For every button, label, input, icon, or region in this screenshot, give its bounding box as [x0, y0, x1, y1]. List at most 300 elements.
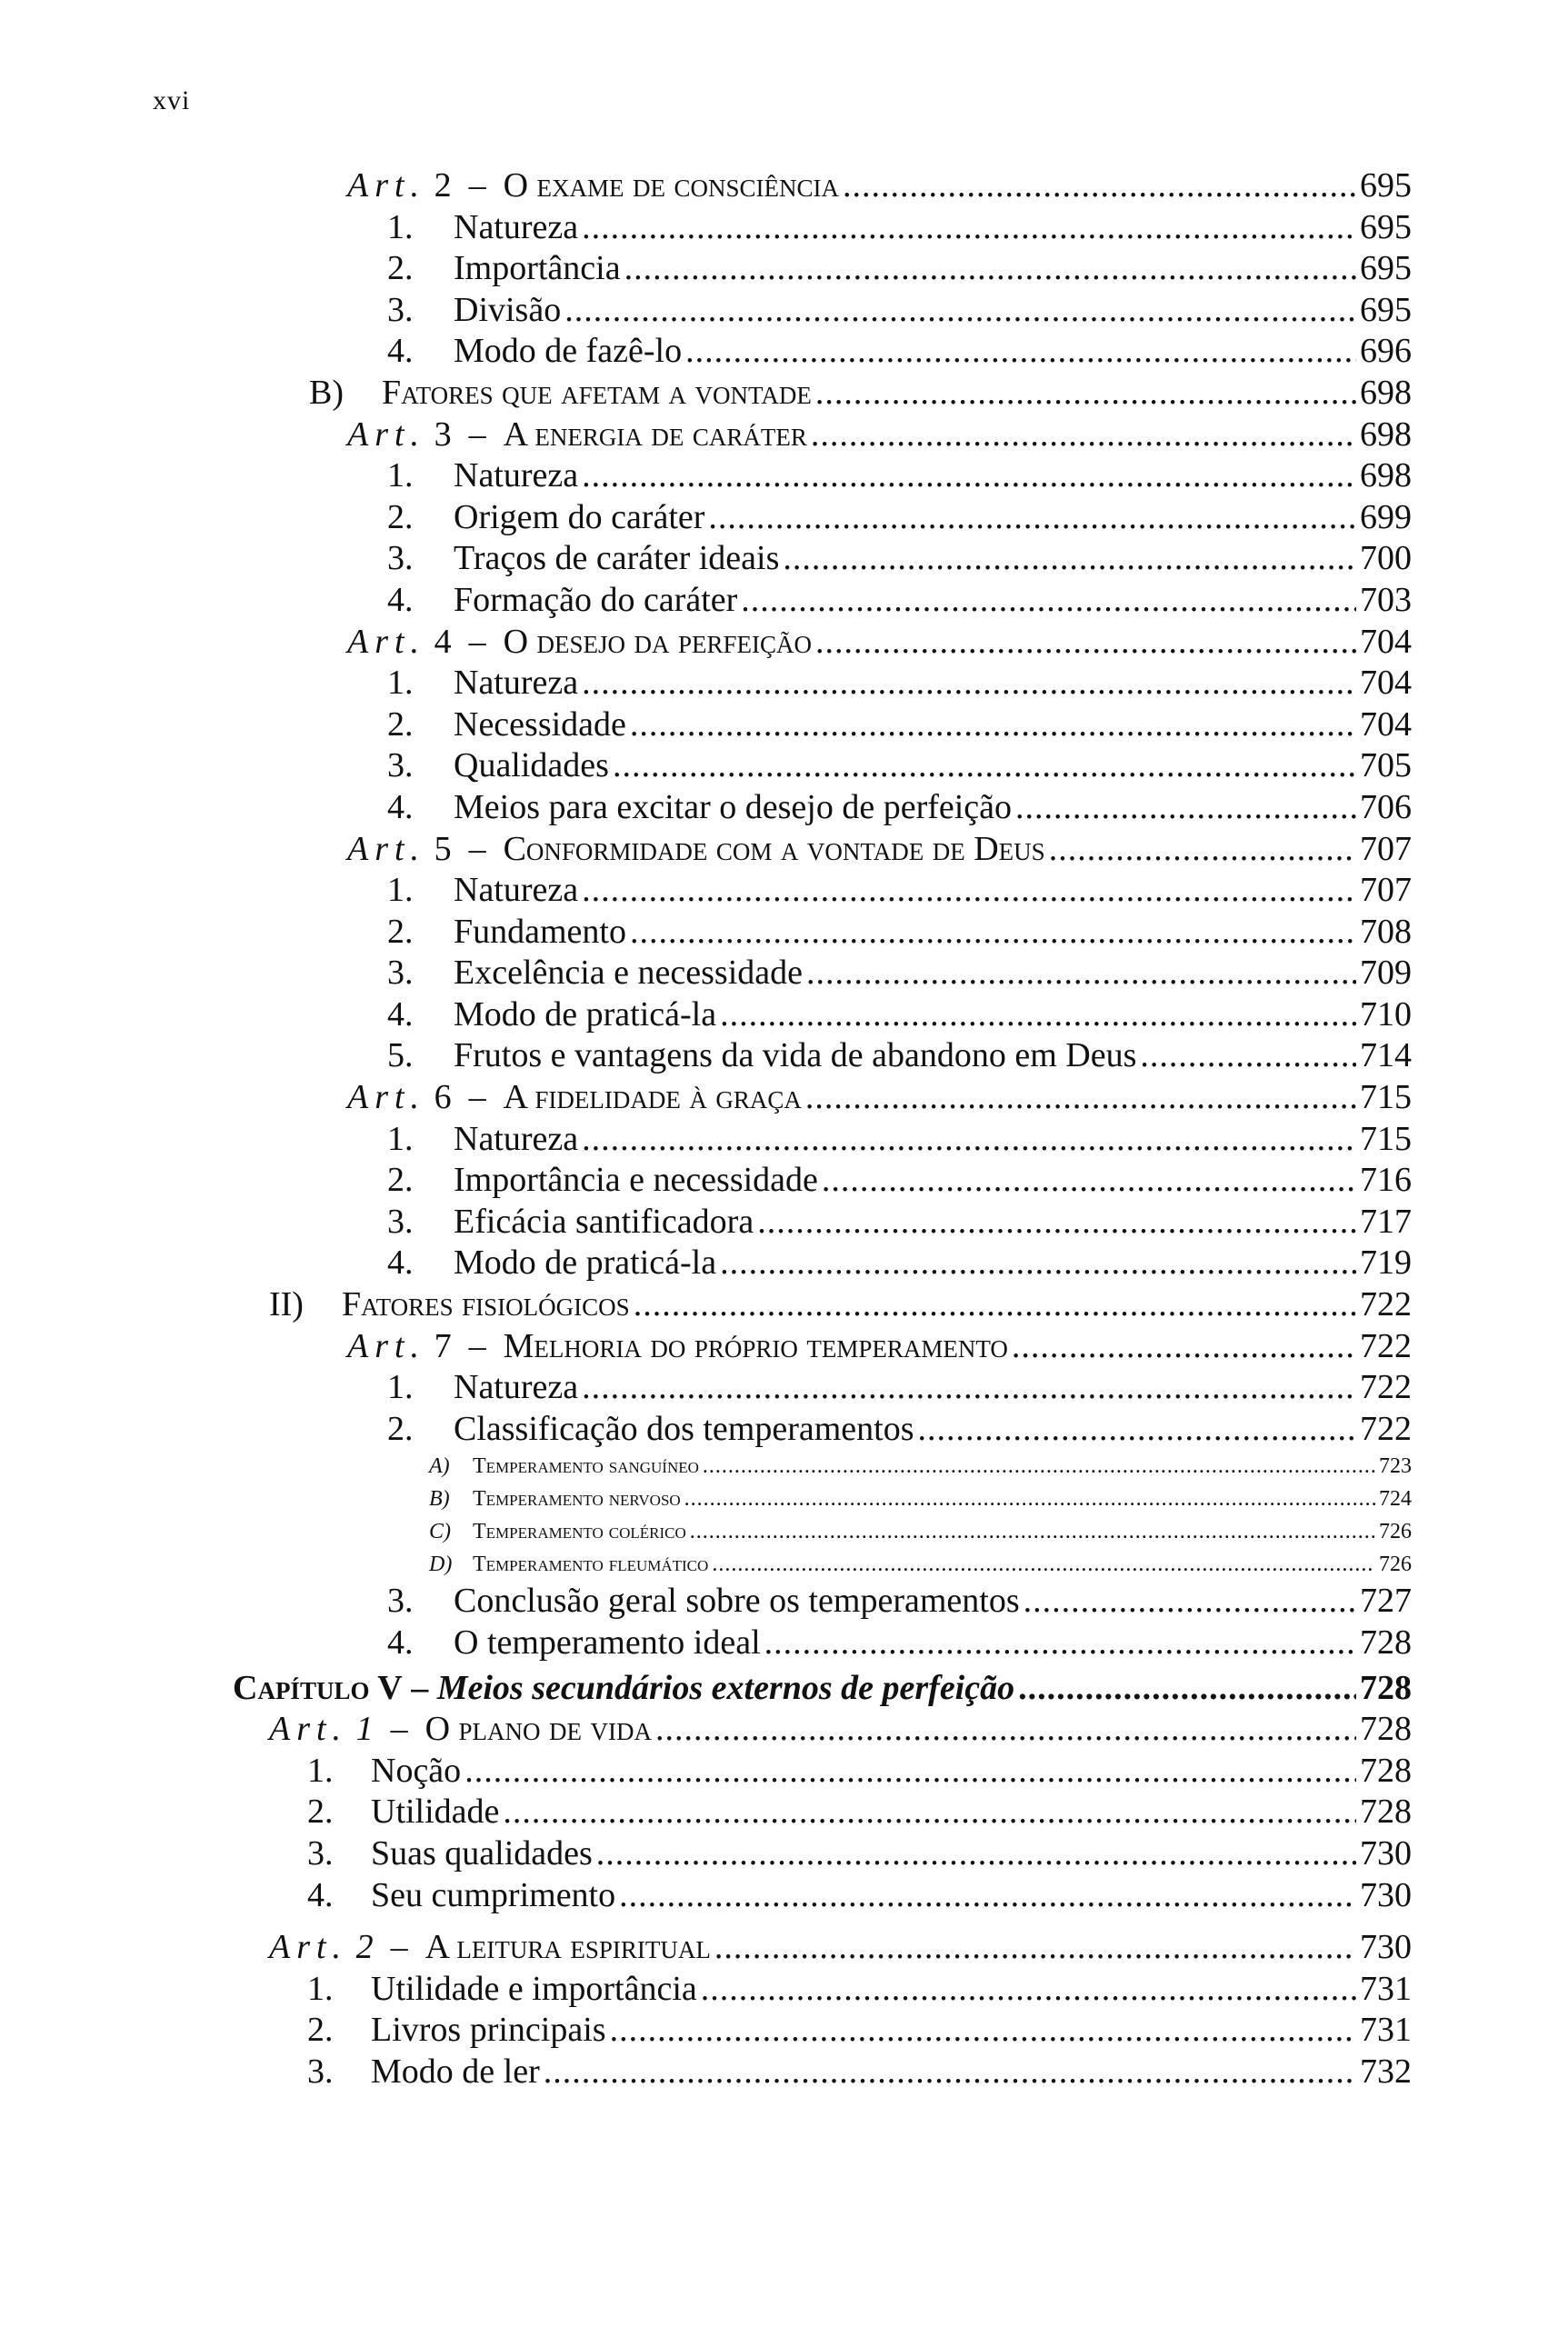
dot-leader	[503, 1792, 1356, 1833]
entry-label	[347, 165, 839, 207]
entry-title: Livros principais	[371, 2011, 606, 2050]
dash: –	[468, 1078, 486, 1117]
toc-item	[0, 538, 1568, 580]
entry-label	[387, 953, 803, 994]
page-ref: 726	[1379, 1520, 1412, 1544]
entry-title: Importância	[454, 249, 621, 288]
dot-leader	[582, 1119, 1356, 1161]
dot-leader	[610, 2010, 1356, 2052]
page-ref: 722	[1360, 1409, 1412, 1448]
dot-leader	[701, 1969, 1356, 2011]
entry-title: Natureza	[454, 1119, 579, 1158]
dot-leader	[703, 1450, 1375, 1483]
entry-label	[387, 912, 626, 954]
dot-leader	[757, 1202, 1356, 1243]
page-ref: 706	[1360, 787, 1412, 826]
entry-label	[387, 1035, 1136, 1077]
entry-title: Temperamento fleumático	[473, 1553, 709, 1577]
entry-label	[387, 1202, 754, 1243]
page-ref: 727	[1360, 1582, 1412, 1621]
entry-label	[347, 1077, 802, 1119]
entry-label	[309, 373, 812, 414]
entry-number: 2.	[307, 2011, 334, 2050]
entry-title: Conclusão geral sobre os temperamentos	[454, 1582, 1020, 1621]
entry-title: Natureza	[454, 207, 579, 246]
entry-number: 3.	[387, 1202, 414, 1241]
dot-leader	[1012, 1326, 1356, 1368]
entry-label	[387, 248, 621, 290]
toc-item	[0, 1969, 1568, 2011]
dot-leader	[582, 663, 1356, 704]
toc-chapter	[0, 1668, 1568, 1710]
dot-leader	[582, 870, 1356, 912]
toc-item	[0, 290, 1568, 332]
entry-title: Noção	[371, 1751, 462, 1790]
entry-label	[429, 1548, 708, 1581]
dot-leader	[918, 1409, 1356, 1451]
entry-label	[387, 994, 716, 1036]
toc-item	[0, 207, 1568, 249]
entry-number: 3.	[387, 539, 414, 578]
toc-item	[0, 2052, 1568, 2093]
dot-leader	[690, 1515, 1375, 1548]
entry-label	[387, 1367, 578, 1409]
entry-label	[269, 1927, 711, 1969]
entry-title: Natureza	[454, 664, 579, 703]
dot-leader	[630, 704, 1356, 746]
page-ref: 698	[1360, 456, 1412, 495]
entry-number: 2.	[387, 704, 414, 744]
entry-label	[387, 1409, 914, 1451]
entry-label	[387, 497, 704, 539]
dot-leader	[582, 455, 1356, 497]
entry-number: 4.	[387, 994, 414, 1034]
entry-label	[387, 1160, 818, 1202]
article-prefix: Art.	[347, 1078, 426, 1117]
page-ref: 699	[1360, 497, 1412, 536]
toc-item	[0, 1035, 1568, 1077]
entry-label	[387, 663, 578, 704]
toc-item	[0, 994, 1568, 1036]
dot-leader	[720, 994, 1356, 1036]
page-ref: 696	[1360, 332, 1412, 371]
dot-leader	[1018, 1668, 1356, 1710]
page-ref: 722	[1360, 1326, 1412, 1365]
dot-leader	[655, 1709, 1356, 1751]
page-ref: 710	[1360, 994, 1412, 1034]
article-number: 3	[434, 414, 452, 454]
dot-leader	[582, 207, 1356, 249]
entry-number: 3.	[307, 1833, 334, 1873]
entry-number: 1.	[387, 1368, 414, 1407]
toc-item	[0, 1409, 1568, 1451]
entry-label	[347, 622, 812, 664]
entry-number: 2.	[387, 497, 414, 536]
toc-item	[0, 1792, 1568, 1833]
page-ref: 731	[1360, 2011, 1412, 2050]
dot-leader	[634, 1284, 1356, 1326]
entry-label	[347, 1326, 1008, 1368]
page-ref: 730	[1360, 1928, 1412, 1967]
entry-title: Importância e necessidade	[454, 1161, 818, 1200]
entry-number: D)	[429, 1553, 453, 1577]
entry-number: 1.	[387, 664, 414, 703]
toc-item	[0, 912, 1568, 954]
page-ref: 726	[1379, 1553, 1412, 1577]
entry-title: Utilidade	[371, 1793, 500, 1832]
article-title: A fidelidade à graça	[503, 1078, 802, 1117]
article-number: 2	[355, 1928, 374, 1967]
dot-leader	[764, 1623, 1356, 1664]
entry-title: O temperamento ideal	[454, 1623, 761, 1662]
entry-number: 5.	[387, 1036, 414, 1075]
entry-number: 2.	[387, 249, 414, 288]
article-title: Conformidade com a vontade de Deus	[503, 829, 1045, 868]
page-ref: 703	[1360, 580, 1412, 619]
article-prefix: Art.	[347, 414, 426, 454]
page-ref: 722	[1360, 1285, 1412, 1324]
page-ref: 708	[1360, 912, 1412, 951]
entry-label	[307, 1792, 499, 1833]
toc-subitem	[0, 1515, 1568, 1548]
page-ref: 700	[1360, 539, 1412, 578]
page-ref: 730	[1360, 1875, 1412, 1914]
entry-label	[387, 1243, 716, 1284]
toc-article	[0, 414, 1568, 456]
entry-number: 1.	[387, 456, 414, 495]
dot-leader	[596, 1833, 1356, 1875]
dot-leader	[708, 497, 1356, 539]
entry-number: 3.	[387, 1582, 414, 1621]
dash: –	[468, 1326, 486, 1365]
dash: –	[390, 1710, 408, 1749]
entry-number: 2.	[387, 1409, 414, 1448]
entry-label	[387, 207, 578, 249]
article-number: 7	[434, 1326, 452, 1365]
dot-leader	[1140, 1035, 1356, 1077]
article-title: Melhoria do próprio temperamento	[503, 1326, 1008, 1365]
entry-label	[347, 414, 807, 456]
entry-title: Modo de praticá-la	[454, 1243, 717, 1283]
toc-item	[0, 1202, 1568, 1243]
toc-item	[0, 953, 1568, 994]
toc-article	[0, 1927, 1568, 1969]
entry-number: 1.	[387, 207, 414, 246]
toc-subitem	[0, 1450, 1568, 1483]
entry-number: 4.	[387, 332, 414, 371]
toc-item	[0, 1243, 1568, 1284]
toc-item	[0, 870, 1568, 912]
toc-item	[0, 455, 1568, 497]
article-number: 5	[434, 829, 452, 868]
dot-leader	[684, 1483, 1375, 1515]
page-ref: 705	[1360, 746, 1412, 785]
dash: –	[468, 414, 486, 454]
toc-item	[0, 663, 1568, 704]
toc-article	[0, 1709, 1568, 1751]
entry-number: II)	[269, 1285, 304, 1324]
entry-title: Modo de praticá-la	[454, 994, 717, 1034]
article-prefix: Art.	[347, 829, 426, 868]
entry-label	[269, 1709, 652, 1751]
article-title: A energia de caráter	[503, 414, 807, 454]
toc-section	[0, 373, 1568, 414]
page-ref: 704	[1360, 664, 1412, 703]
page-ref: 709	[1360, 954, 1412, 993]
dot-leader	[712, 1548, 1375, 1581]
dot-leader	[1024, 1581, 1356, 1623]
article-number: 6	[434, 1078, 452, 1117]
dot-leader	[582, 1367, 1356, 1409]
entry-label	[387, 1581, 1020, 1623]
toc-item	[0, 1833, 1568, 1875]
dot-leader	[815, 622, 1356, 664]
entry-title: Suas qualidades	[371, 1833, 593, 1873]
page-ref: 698	[1360, 373, 1412, 412]
dash: –	[390, 1928, 408, 1967]
article-title: O plano de vida	[424, 1710, 652, 1749]
dot-leader	[783, 538, 1356, 580]
page-ref: 717	[1360, 1202, 1412, 1241]
chapter-title: Meios secundários externos de perfeição	[436, 1668, 1015, 1707]
page-ref: 714	[1360, 1036, 1412, 1075]
dot-leader	[815, 373, 1356, 414]
toc-item	[0, 1751, 1568, 1793]
entry-label	[387, 331, 682, 373]
page-ref: 698	[1360, 414, 1412, 454]
dot-leader	[624, 248, 1356, 290]
page-ref: 728	[1360, 1751, 1412, 1790]
dot-leader	[714, 1927, 1356, 1969]
dash: –	[468, 622, 486, 661]
article-prefix: Art.	[347, 622, 426, 661]
page-ref: 707	[1360, 871, 1412, 910]
entry-label	[429, 1450, 699, 1483]
toc-item	[0, 497, 1568, 539]
entry-number: 1.	[387, 871, 414, 910]
entry-label	[387, 580, 737, 622]
entry-number: B)	[429, 1487, 450, 1512]
toc-article	[0, 165, 1568, 207]
entry-title: Traços de caráter ideais	[454, 539, 780, 578]
entry-label	[429, 1483, 681, 1515]
article-number: 4	[434, 622, 452, 661]
toc-article	[0, 1326, 1568, 1368]
entry-number: 3.	[387, 746, 414, 785]
entry-title: Seu cumprimento	[371, 1875, 616, 1914]
entry-title: Temperamento nervoso	[473, 1487, 681, 1512]
toc-section	[0, 1284, 1568, 1326]
entry-number: C)	[429, 1520, 451, 1544]
page-ref: 730	[1360, 1833, 1412, 1873]
entry-title: Natureza	[454, 1368, 579, 1407]
entry-label	[233, 1668, 1014, 1710]
dot-leader	[619, 1875, 1356, 1917]
spacer	[0, 1916, 1568, 1927]
entry-title: Utilidade e importância	[371, 1969, 697, 2008]
article-title: O desejo da perfeição	[503, 622, 813, 661]
entry-number: 4.	[387, 1623, 414, 1662]
dot-leader	[811, 414, 1356, 456]
entry-title: Origem do caráter	[454, 497, 705, 536]
toc-item	[0, 1160, 1568, 1202]
entry-label	[307, 1875, 615, 1917]
entry-title: Divisão	[454, 290, 562, 329]
page-ref: 731	[1360, 1969, 1412, 2008]
entry-number: 3.	[387, 954, 414, 993]
toc-item	[0, 580, 1568, 622]
article-prefix: Art.	[347, 166, 426, 205]
dot-leader	[720, 1243, 1356, 1284]
page-ref: 724	[1379, 1487, 1412, 1512]
page-ref: 728	[1360, 1623, 1412, 1662]
toc-item	[0, 745, 1568, 787]
entry-title: Natureza	[454, 871, 579, 910]
toc-subitem	[0, 1548, 1568, 1581]
entry-number: 4.	[307, 1875, 334, 1914]
toc-subitem	[0, 1483, 1568, 1515]
article-title: A leitura espiritual	[424, 1928, 711, 1967]
article-prefix: Art.	[269, 1928, 348, 1967]
entry-title: Formação do caráter	[454, 580, 738, 619]
toc-item	[0, 2010, 1568, 2052]
entry-title: Fundamento	[454, 912, 626, 951]
entry-title: Qualidades	[454, 746, 609, 785]
toc-item	[0, 1367, 1568, 1409]
article-prefix: Art.	[347, 1326, 426, 1365]
entry-label	[387, 745, 609, 787]
toc-article	[0, 1077, 1568, 1119]
toc-item	[0, 787, 1568, 829]
entry-title: Excelência e necessidade	[454, 954, 803, 993]
entry-number: 3.	[387, 290, 414, 329]
entry-label	[387, 1623, 761, 1664]
entry-label	[307, 1969, 697, 2011]
toc-item	[0, 1875, 1568, 1917]
entry-title: Meios para excitar o desejo de perfeição	[454, 787, 1013, 826]
entry-label	[307, 2052, 540, 2093]
page-ref: 728	[1360, 1668, 1412, 1707]
entry-title: Natureza	[454, 456, 579, 495]
toc-item	[0, 331, 1568, 373]
entry-number: 2.	[307, 1793, 334, 1832]
dash: –	[411, 1668, 429, 1707]
toc-item	[0, 248, 1568, 290]
page-ref: 719	[1360, 1243, 1412, 1283]
dot-leader	[464, 1751, 1356, 1793]
entry-number: 2.	[387, 1161, 414, 1200]
entry-label	[307, 1833, 593, 1875]
article-number: 2	[434, 166, 452, 205]
toc-item	[0, 704, 1568, 746]
entry-number: 4.	[387, 787, 414, 826]
toc-article	[0, 622, 1568, 664]
page-ref: 715	[1360, 1078, 1412, 1117]
entry-title: Temperamento sanguíneo	[473, 1454, 699, 1479]
entry-number: 4.	[387, 1243, 414, 1283]
dot-leader	[1015, 787, 1356, 829]
entry-label	[387, 704, 626, 746]
dot-leader	[806, 953, 1356, 994]
entry-number: B)	[309, 373, 344, 412]
dot-leader	[564, 290, 1356, 332]
dot-leader	[544, 2052, 1356, 2093]
page-ref: 728	[1360, 1793, 1412, 1832]
page-ref: 695	[1360, 166, 1412, 205]
entry-label	[387, 455, 578, 497]
page-ref: 695	[1360, 249, 1412, 288]
chapter-label: Capítulo V	[233, 1668, 403, 1707]
entry-number: 1.	[307, 1969, 334, 2008]
dot-leader	[805, 1077, 1356, 1119]
entry-label	[387, 538, 779, 580]
entry-title: Eficácia santificadora	[454, 1202, 754, 1241]
toc-item	[0, 1581, 1568, 1623]
dot-leader	[843, 165, 1356, 207]
entry-number: 1.	[307, 1751, 334, 1790]
entry-title: Modo de fazê-lo	[454, 332, 683, 371]
dash: –	[468, 829, 486, 868]
page-ref: 707	[1360, 829, 1412, 868]
dash: –	[468, 166, 486, 205]
entry-label	[387, 870, 578, 912]
entry-label	[387, 290, 561, 332]
page-ref: 695	[1360, 207, 1412, 246]
page-number: xvi	[153, 85, 191, 115]
page-ref: 704	[1360, 622, 1412, 661]
entry-title: Modo de ler	[371, 2052, 540, 2091]
entry-label	[429, 1515, 686, 1548]
entry-title: Necessidade	[454, 704, 626, 744]
page-ref: 732	[1360, 2052, 1412, 2091]
dot-leader	[613, 745, 1356, 787]
entry-title: Classificação dos temperamentos	[454, 1409, 914, 1448]
entry-label	[307, 2010, 606, 2052]
page-ref: 716	[1360, 1161, 1412, 1200]
entry-label	[347, 829, 1045, 871]
page-ref: 704	[1360, 704, 1412, 744]
toc-item	[0, 1623, 1568, 1664]
page-ref: 723	[1379, 1454, 1412, 1479]
entry-number: 4.	[387, 580, 414, 619]
entry-number: 2.	[387, 912, 414, 951]
page-ref: 728	[1360, 1710, 1412, 1749]
dot-leader	[685, 331, 1356, 373]
entry-label	[387, 787, 1012, 829]
entry-number: A)	[429, 1454, 450, 1479]
dot-leader	[822, 1160, 1356, 1202]
toc-item	[0, 1119, 1568, 1161]
entry-label	[307, 1751, 461, 1793]
page-ref: 715	[1360, 1119, 1412, 1158]
page-ref: 695	[1360, 290, 1412, 329]
dot-leader	[741, 580, 1356, 622]
entry-title: Fatores fisiológicos	[342, 1285, 630, 1324]
article-number: 1	[355, 1710, 374, 1749]
toc-article	[0, 829, 1568, 871]
page-ref: 722	[1360, 1368, 1412, 1407]
article-title: O exame de consciência	[503, 166, 839, 205]
dot-leader	[1049, 829, 1356, 871]
entry-title: Fatores que afetam a vontade	[382, 373, 812, 412]
article-prefix: Art.	[269, 1710, 348, 1749]
entry-title: Temperamento colérico	[473, 1520, 686, 1544]
entry-title: Frutos e vantagens da vida de abandono em Deus	[454, 1036, 1137, 1075]
entry-number: 1.	[387, 1119, 414, 1158]
entry-number: 3.	[307, 2052, 334, 2091]
table-of-contents	[0, 165, 1568, 2093]
entry-label	[269, 1284, 630, 1326]
